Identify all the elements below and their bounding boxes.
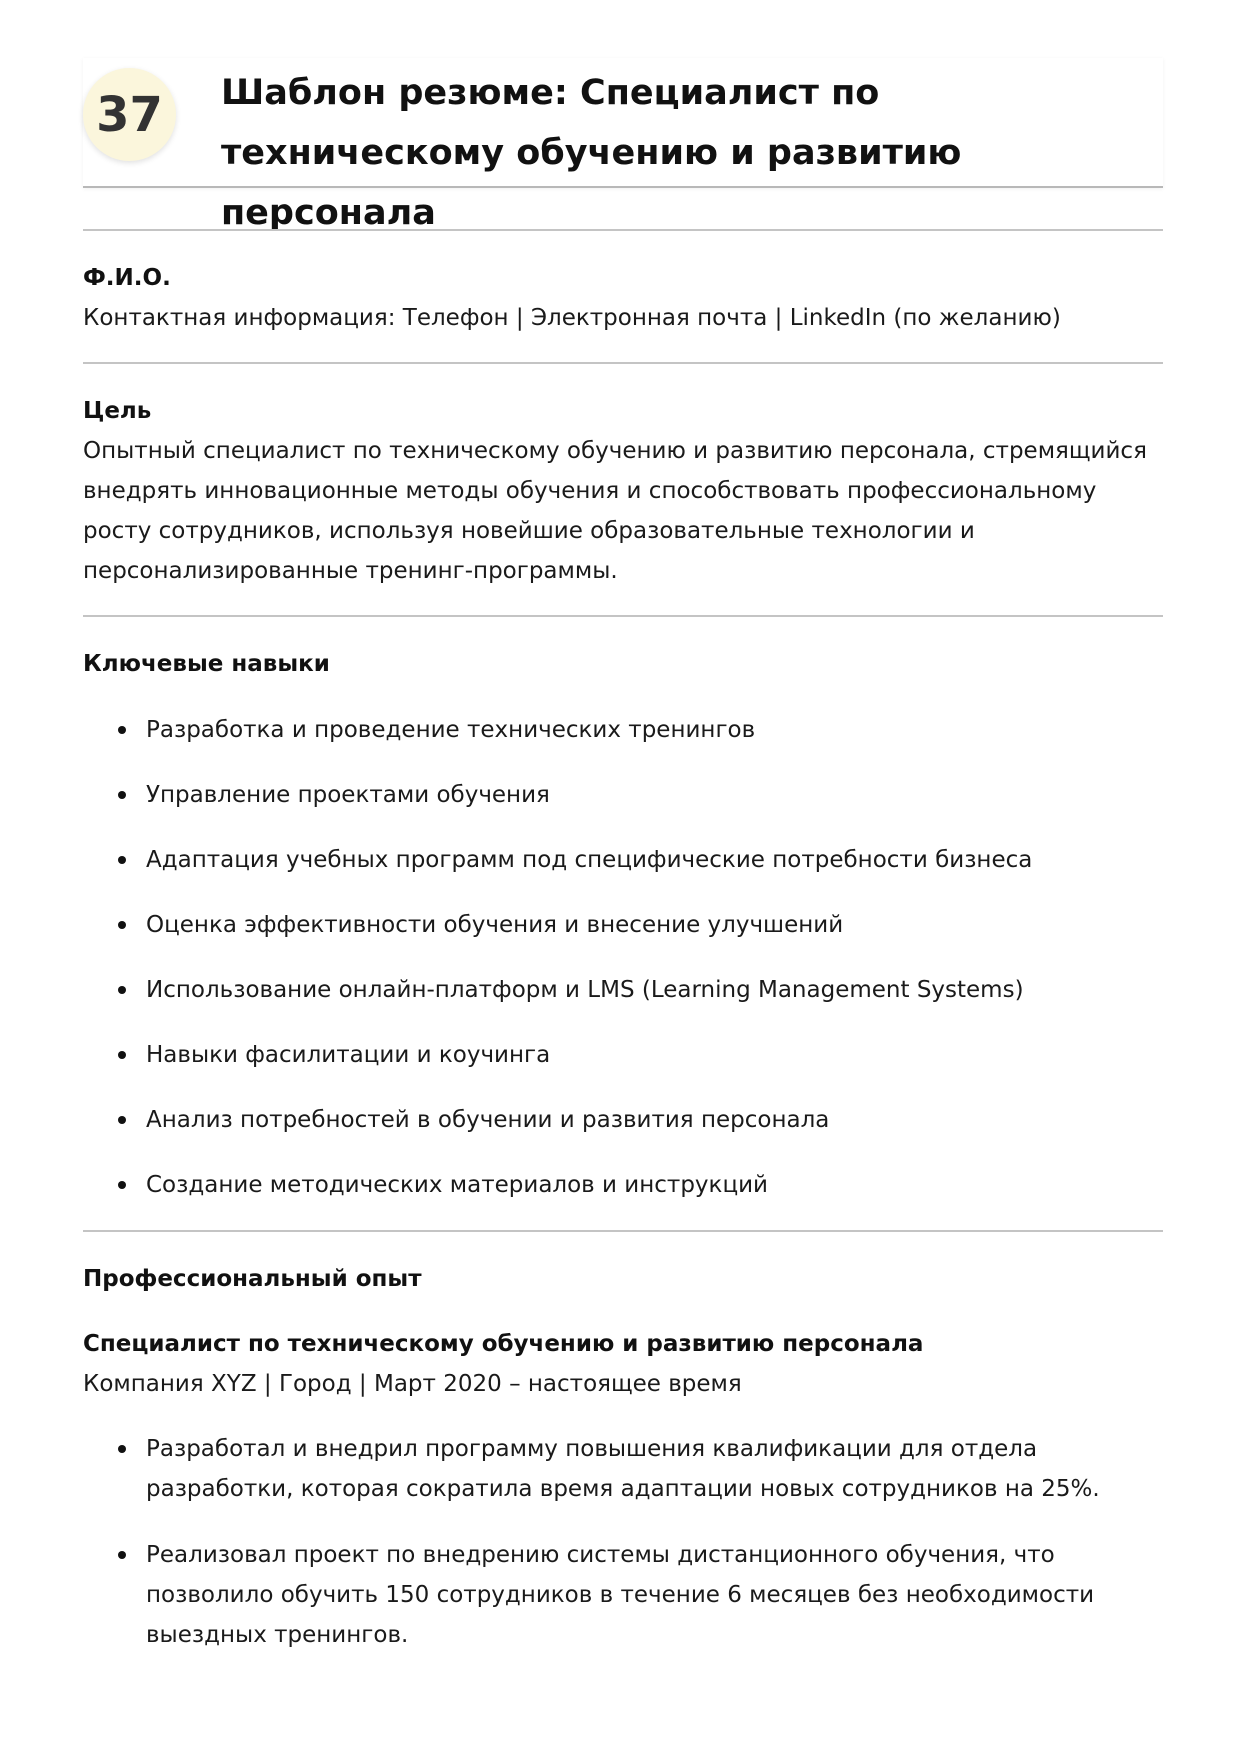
skill-text: Использование онлайн-платформ и LMS (Learning Management Systems) bbox=[146, 977, 1024, 1003]
list-item bbox=[83, 1100, 1163, 1140]
skill-text: Разработка и проведение технических тренингов bbox=[146, 717, 756, 743]
list-item bbox=[83, 775, 1163, 815]
skill-text: Управление проектами обучения bbox=[146, 782, 550, 808]
skills-section bbox=[83, 644, 1163, 1230]
bullet-icon bbox=[118, 1445, 126, 1453]
list-item bbox=[83, 1535, 1163, 1655]
duties-list bbox=[83, 1429, 1163, 1655]
bullet-icon bbox=[118, 791, 126, 799]
skills-heading: Ключевые навыки bbox=[83, 651, 330, 677]
skill-text: Навыки фасилитации и коучинга bbox=[146, 1042, 551, 1068]
skills-list bbox=[83, 710, 1163, 1205]
divider bbox=[83, 229, 1163, 231]
list-item bbox=[83, 840, 1163, 880]
duty-text: Реализовал проект по внедрению системы дистанционного обучения, что позволило обучить 150 сотрудников в течение 6 месяцев без необходимости выездных тренингов. bbox=[146, 1542, 1095, 1648]
skill-text: Создание методических материалов и инструкций bbox=[146, 1172, 768, 1198]
bullet-icon bbox=[118, 986, 126, 994]
bullet-icon bbox=[118, 1181, 126, 1189]
skill-text: Анализ потребностей в обучении и развития персонала bbox=[146, 1107, 830, 1133]
bullet-icon bbox=[118, 856, 126, 864]
list-item bbox=[83, 905, 1163, 945]
experience-section bbox=[83, 1259, 1163, 1681]
skill-text: Адаптация учебных программ под специфические потребности бизнеса bbox=[146, 847, 1033, 873]
page-header bbox=[83, 58, 1163, 233]
experience-heading: Профессиональный опыт bbox=[83, 1266, 422, 1292]
duty-text: Разработал и внедрил программу повышения квалификации для отдела разработки, которая сократила время адаптации новых сотрудников на 25%. bbox=[146, 1436, 1100, 1502]
list-item bbox=[83, 1035, 1163, 1075]
template-number-badge: 37 bbox=[83, 68, 176, 161]
objective-heading: Цель bbox=[83, 398, 152, 424]
name-label: Ф.И.О. bbox=[83, 265, 171, 291]
skill-text: Оценка эффективности обучения и внесение улучшений bbox=[146, 912, 844, 938]
bullet-icon bbox=[118, 1051, 126, 1059]
divider bbox=[83, 362, 1163, 364]
contact-info: Контактная информация: Телефон | Электронная почта | LinkedIn (по желанию) bbox=[83, 305, 1061, 331]
objective-text: Опытный специалист по техническому обучению и развитию персонала, стремящийся внедрять инновационные методы обучения и способствовать профессиональному росту сотрудников, используя новейшие образовательные технологии и персонализированные тренинг-программы. bbox=[83, 438, 1147, 584]
job-title: Специалист по техническому обучению и развитию персонала bbox=[83, 1331, 924, 1357]
job-meta: Компания XYZ | Город | Март 2020 – настоящее время bbox=[83, 1371, 742, 1397]
divider bbox=[83, 1230, 1163, 1232]
page-title: Шаблон резюме: Специалист по техническому обучению и развитию персонала bbox=[221, 73, 962, 233]
bullet-icon bbox=[118, 726, 126, 734]
bullet-icon bbox=[118, 921, 126, 929]
bullet-icon bbox=[118, 1551, 126, 1559]
list-item bbox=[83, 970, 1163, 1010]
list-item bbox=[83, 710, 1163, 750]
bullet-icon bbox=[118, 1116, 126, 1124]
objective-section bbox=[83, 391, 1163, 591]
list-item bbox=[83, 1429, 1163, 1509]
divider bbox=[83, 615, 1163, 617]
list-item bbox=[83, 1165, 1163, 1205]
personal-section bbox=[83, 258, 1163, 338]
